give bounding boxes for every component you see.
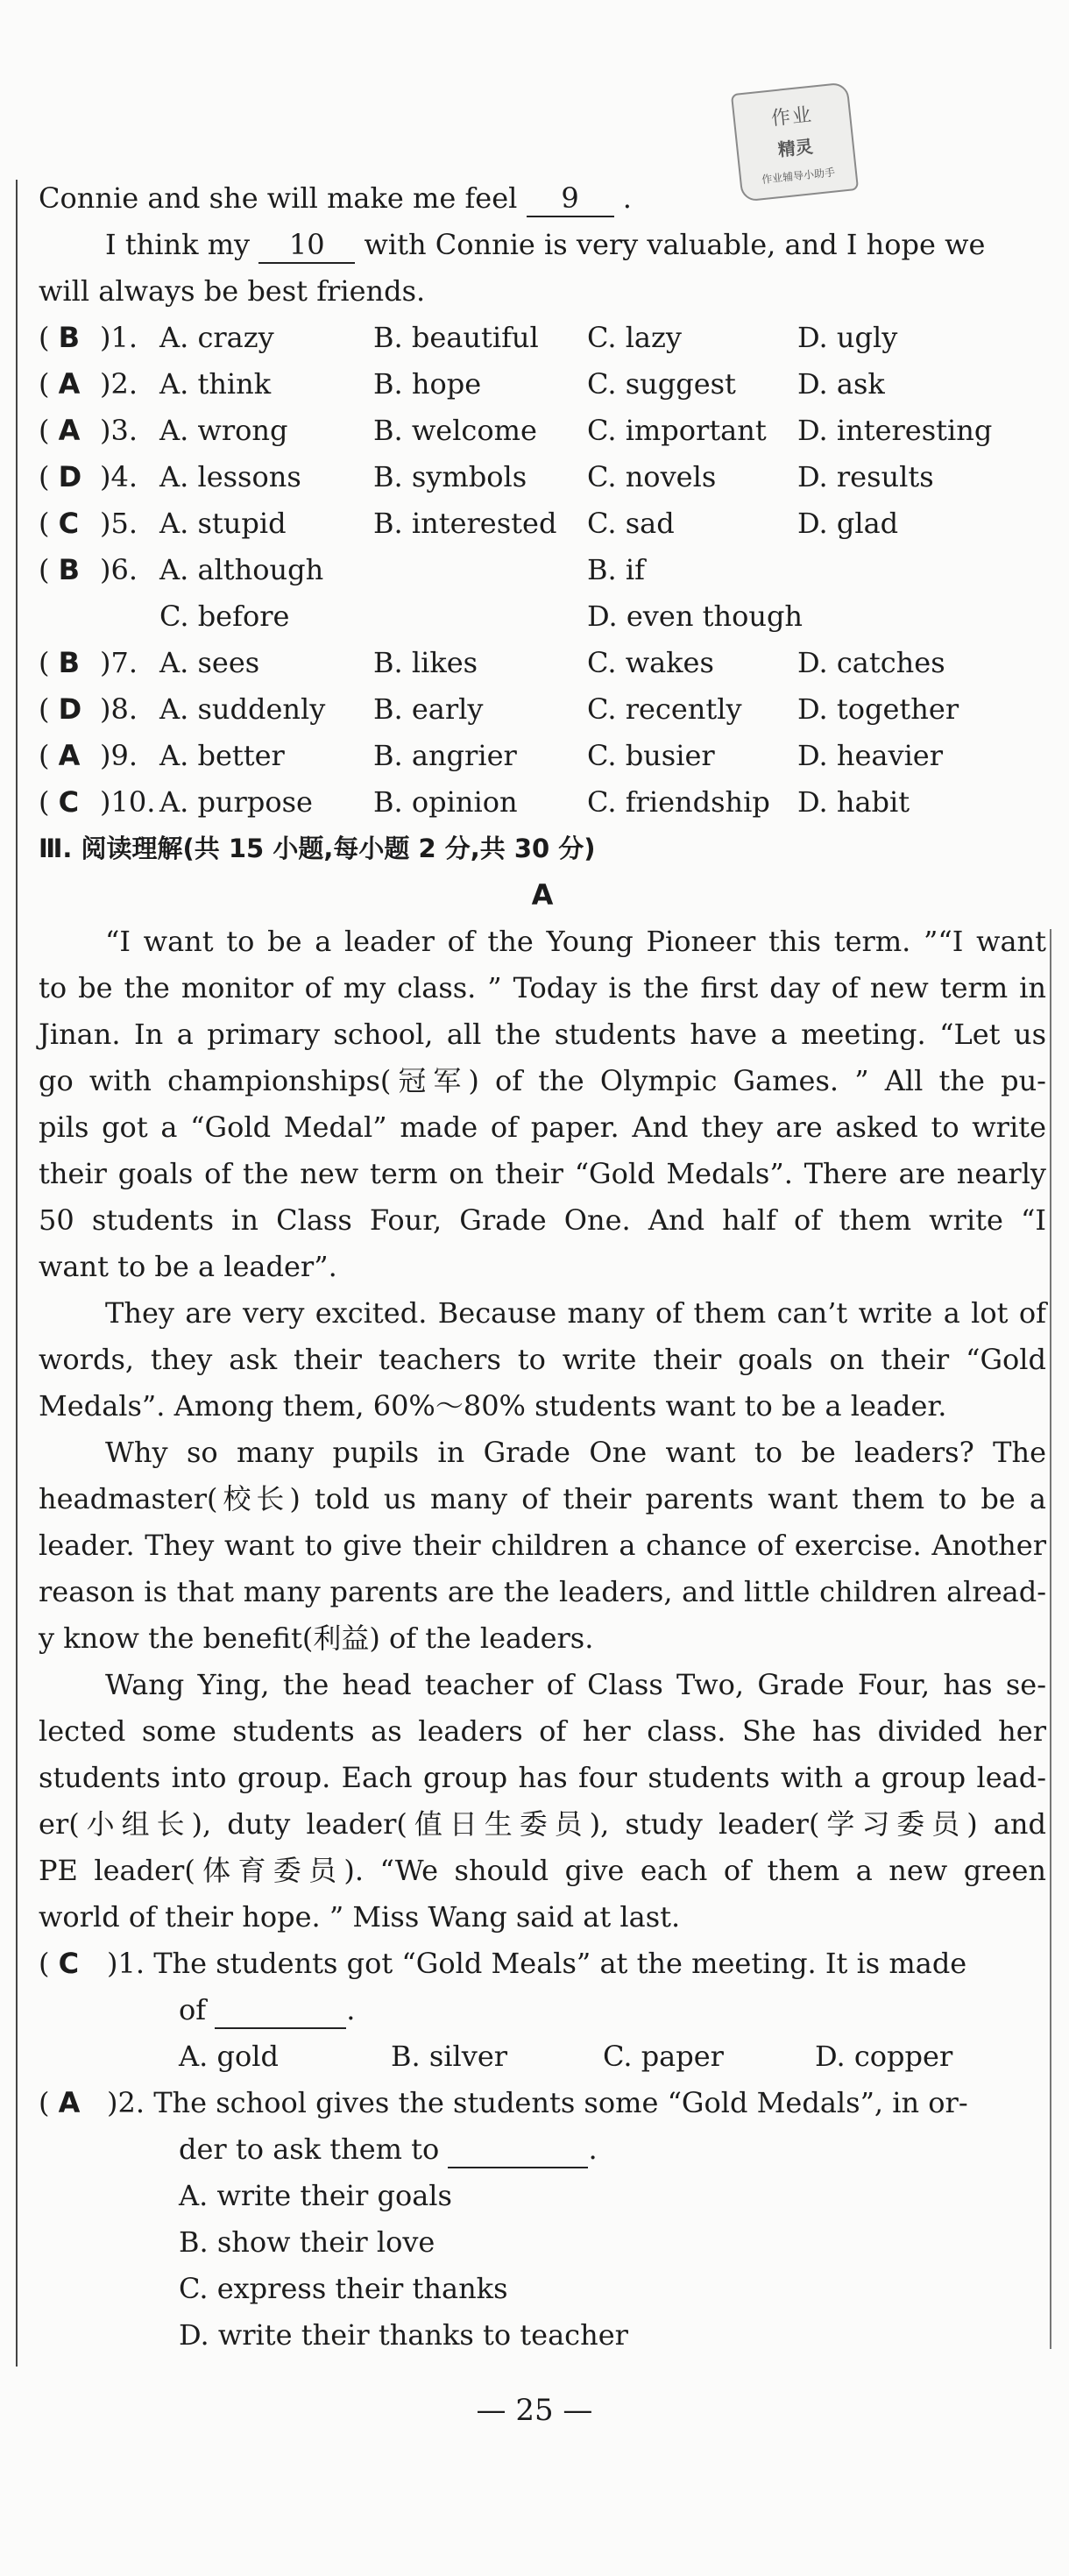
passage-line: 50 students in Class Four, Grade One. And half of them write “I — [39, 1203, 1046, 1237]
cloze-question — [39, 640, 1046, 686]
option-b: B. beautiful — [373, 321, 539, 354]
cloze-question — [39, 408, 1046, 454]
answer-letter: A — [58, 367, 81, 401]
passage-line: lected some students as leaders of her class. She has divided her — [39, 1714, 1046, 1748]
stamp-text-2: 精灵 — [776, 135, 814, 160]
passage-end-line-1: Connie and she will make me feel 9 . — [39, 175, 1046, 222]
question-text: der to ask them to — [179, 2132, 440, 2166]
passage-line: want to be a leader”. — [39, 1250, 337, 1283]
answer-paren: ( C — [39, 507, 80, 540]
passage-line: y know the benefit(利益) of the leaders. — [39, 1622, 594, 1655]
question-number: )9. — [100, 739, 138, 772]
passage-line: Why so many pupils in Grade One want to be leaders? The — [105, 1436, 1046, 1469]
option-c: C. recently — [587, 692, 742, 726]
cloze-question — [39, 315, 1046, 361]
answer-paren: ( A — [39, 367, 81, 401]
cloze-question — [39, 779, 1046, 826]
passage-line: reason is that many parents are the leaders, and little children alread- — [39, 1575, 1046, 1608]
passage-end-line-3: will always be best friends. — [39, 274, 426, 308]
question-number: )10. — [100, 785, 156, 819]
passage-line: “I want to be a leader of the Young Pioneer this term. ”“I want — [105, 925, 1046, 958]
option-b: B. hope — [373, 367, 482, 401]
option-a: A. better — [159, 739, 285, 772]
passage-line: words, they ask their teachers to write their goals on their “Gold — [39, 1343, 1046, 1376]
answer-letter: B — [58, 553, 81, 586]
passage-line: go with championships(冠军) of the Olympic Games. ” All the pu- — [39, 1064, 1046, 1097]
cloze-question — [39, 733, 1046, 779]
answer-paren: ( A — [39, 2086, 81, 2119]
answer-paren: ( C — [39, 785, 80, 819]
blank-9: 9 — [527, 181, 614, 217]
option-d: D. habit — [797, 785, 910, 819]
answer-paren: ( B — [39, 553, 81, 586]
option-b: B. early — [373, 692, 484, 726]
option: D. write their thanks to teacher — [179, 2318, 628, 2352]
answer-paren: ( A — [39, 414, 81, 447]
option-b: B. angrier — [373, 739, 517, 772]
answer-letter: B — [58, 321, 81, 354]
answer-paren: ( B — [39, 646, 81, 679]
option: A. gold — [179, 2040, 279, 2073]
question-number: )8. — [100, 692, 138, 726]
passage-line: world of their hope. ” Miss Wang said at last. — [39, 1900, 681, 1934]
option-a: A. wrong — [159, 414, 288, 447]
reading-question — [39, 1941, 1046, 1987]
passage-line: leader. They want to give their children a chance of exercise. Another — [39, 1529, 1046, 1562]
option-c: C. friendship — [587, 785, 770, 819]
option-d: D. ugly — [797, 321, 898, 354]
right-margin-line — [1050, 929, 1051, 2349]
option-d: D. ask — [797, 367, 885, 401]
option-a: A. although — [159, 553, 324, 586]
question-stem-continued: der to ask them to . — [39, 2126, 1046, 2173]
option-d: D. heavier — [797, 739, 944, 772]
answer-letter: D — [58, 692, 82, 726]
answer-letter: A — [58, 414, 81, 447]
reading-question — [39, 2080, 1046, 2126]
question-number: )7. — [100, 646, 138, 679]
stamp-text-1: 作业 — [769, 103, 815, 131]
page-number: — 25 — — [476, 2393, 593, 2428]
blank-10: 10 — [258, 227, 355, 264]
option-a: A. lessons — [159, 460, 301, 493]
passage-line: headmaster(校长) told us many of their parents want them to be a — [39, 1482, 1046, 1515]
option-c: B. if — [587, 553, 645, 586]
option-c: C. sad — [587, 507, 675, 540]
option-c: C. before — [159, 600, 290, 633]
option-d: D. glad — [797, 507, 899, 540]
left-margin-line — [16, 180, 18, 2367]
passage-line: er(小组长), duty leader(值日生委员), study leader(学习委员) and — [39, 1807, 1046, 1841]
passage-line: Medals”. Among them, 60%～80% students want to be a leader. — [39, 1389, 947, 1423]
section-3-title: Ⅲ. 阅读理解(共 15 小题,每小题 2 分,共 30 分) — [39, 834, 596, 863]
answer-letter: C — [58, 785, 80, 819]
option-a: A. purpose — [159, 785, 313, 819]
cloze-question — [39, 500, 1046, 547]
option-c: C. novels — [587, 460, 717, 493]
question-stem-continued: of . — [39, 1987, 1046, 2033]
cloze-question — [39, 454, 1046, 500]
option-c: C. important — [587, 414, 767, 447]
answer-letter: B — [58, 646, 81, 679]
question-number: )1. — [100, 321, 138, 354]
option: B. show their love — [179, 2225, 435, 2259]
passage-line: Wang Ying, the head teacher of Class Two, Grade Four, has se- — [105, 1668, 1046, 1701]
option-a: A. think — [159, 367, 272, 401]
option-a: A. crazy — [159, 321, 274, 354]
option-a: A. suddenly — [159, 692, 326, 726]
passage-line: Jinan. In a primary school, all the students have a meeting. “Let us — [39, 1018, 1046, 1051]
option-d: D. catches — [797, 646, 945, 679]
cloze-question-6-row-2 — [39, 593, 1046, 640]
passage-line: pils got a “Gold Medal” made of paper. And they are asked to write — [39, 1111, 1046, 1144]
option-c: C. suggest — [587, 367, 736, 401]
passage-line: students into group. Each group has four students with a group lead- — [39, 1761, 1046, 1794]
answer-letter: A — [58, 739, 81, 772]
option-a: A. stupid — [159, 507, 287, 540]
option: B. silver — [391, 2040, 508, 2073]
option-d: D. even though — [587, 600, 804, 633]
answer-letter: A — [58, 2086, 81, 2119]
passage-line: to be the monitor of my class. ” Today is the first day of new term in — [39, 971, 1046, 1004]
option-b: B. symbols — [373, 460, 527, 493]
answer-paren: ( D — [39, 460, 82, 493]
passage-line: their goals of the new term on their “Gold Medals”. There are nearly — [39, 1157, 1046, 1190]
option: D. copper — [815, 2040, 953, 2073]
answer-blank — [215, 1992, 346, 2029]
question-text: The school gives the students some “Gold Medals”, in or- — [153, 2086, 968, 2119]
stamp-text-3: 作业辅导小助手 — [761, 166, 836, 187]
option-c: C. busier — [587, 739, 715, 772]
passage-a-text — [39, 919, 1046, 1941]
option-b: B. opinion — [373, 785, 518, 819]
option-d: D. interesting — [797, 414, 993, 447]
answer-blank — [448, 2132, 588, 2168]
answer-letter: C — [58, 1947, 80, 1980]
question-number: )1. — [107, 1947, 145, 1980]
question-number: )2. — [107, 2086, 145, 2119]
passage-end-line-2: I think my 10 with Connie is very valuable, and I hope we — [39, 222, 1046, 268]
question-number: )6. — [100, 553, 138, 586]
option: A. write their goals — [179, 2179, 452, 2212]
option-b: B. interested — [373, 507, 557, 540]
reading-question-list — [39, 1941, 1046, 2359]
option-d: D. results — [797, 460, 934, 493]
question-number: )4. — [100, 460, 138, 493]
cloze-question-list — [39, 315, 1046, 826]
cloze-question — [39, 361, 1046, 408]
question-text: of — [179, 1993, 207, 2026]
option-a: A. sees — [159, 646, 260, 679]
answer-paren: ( D — [39, 692, 82, 726]
option: C. paper — [603, 2040, 724, 2073]
answer-paren: ( B — [39, 321, 81, 354]
answer-letter: D — [58, 460, 82, 493]
option-b: B. likes — [373, 646, 478, 679]
option-d: D. together — [797, 692, 959, 726]
answer-paren: ( C — [39, 1947, 80, 1980]
question-number: )5. — [100, 507, 138, 540]
passage-line: PE leader(体育委员). “We should give each of them a new green — [39, 1854, 1046, 1887]
option-b — [373, 547, 587, 593]
question-number: )2. — [100, 367, 138, 401]
answer-paren: ( A — [39, 739, 81, 772]
answer-letter: C — [58, 507, 80, 540]
option-c: C. lazy — [587, 321, 682, 354]
cloze-question — [39, 686, 1046, 733]
question-stem — [107, 1941, 1046, 1987]
passage-a-title: A — [531, 878, 554, 912]
option: C. express their thanks — [179, 2272, 508, 2305]
question-text: The students got “Gold Meals” at the meeting. It is made — [153, 1947, 967, 1980]
question-stem — [107, 2080, 1046, 2126]
question-number: )3. — [100, 414, 138, 447]
passage-line: They are very excited. Because many of them can’t write a lot of — [105, 1296, 1046, 1330]
option-c: C. wakes — [587, 646, 714, 679]
option-row — [39, 2033, 1046, 2080]
option-b: B. welcome — [373, 414, 537, 447]
cloze-question — [39, 547, 1046, 593]
page-content — [39, 175, 1046, 2359]
